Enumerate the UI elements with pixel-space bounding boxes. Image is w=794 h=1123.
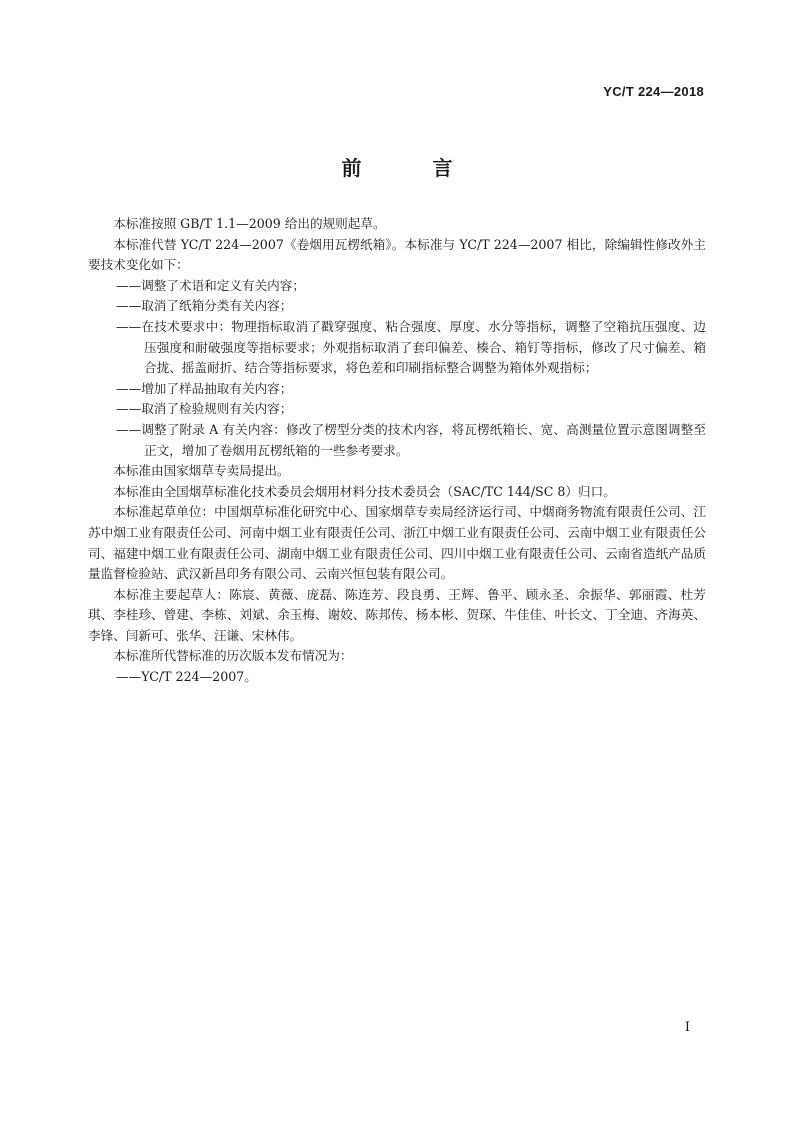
page-number: I	[684, 1020, 690, 1035]
paragraph-proposer: 本标准由国家烟草专卖局提出。	[113, 463, 290, 479]
dash-mark: ——	[116, 298, 142, 314]
change-item-text: 取消了纸箱分类有关内容；	[141, 298, 293, 314]
page-title: 前 言	[341, 156, 485, 180]
dash-mark: ——	[116, 277, 142, 293]
change-item	[88, 276, 706, 297]
dash-mark: ——	[116, 669, 142, 685]
change-item	[88, 379, 706, 400]
change-item-text: 增加了样品抽取有关内容；	[141, 380, 293, 396]
dash-mark: ——	[116, 421, 142, 437]
paragraph-drafting-units: 本标准起草单位：中国烟草标准化研究中心、国家烟草专卖局经济运行司、中烟商务物流有限责任公司、江苏中烟工业有限责任公司、河南中烟工业有限责任公司、浙江中烟工业有限责任公司、云南中烟工业有限责任公司、福建中烟工业有限责任公司、湖南中烟工业有限责任公司、四川中烟工业有限责任公司、云南省造纸产品质量监督检验站、武汉新昌印务有限公司、云南兴恒包装有限公司。	[88, 504, 706, 582]
change-item-text: 在技术要求中：物理指标取消了戳穿强度、粘合强度、厚度、水分等指标，调整了空箱抗压强度、边压强度和耐破强度等指标要求；外观指标取消了套印偏差、楱合、箱钉等指标，修改了尺寸偏差、箱合拢、摇盖耐折、结合等指标要求，将色差和印刷指标整合调整为箱体外观指标；	[141, 318, 706, 376]
change-item	[88, 317, 706, 379]
paragraph-committee: 本标准由全国烟草标准化技术委员会烟用材料分技术委员会（SAC/TC 144/SC 8）归口。	[113, 483, 616, 499]
change-item	[88, 420, 706, 461]
standard-code: YC/T 224—2018	[603, 84, 704, 99]
dash-mark: ——	[116, 380, 142, 396]
foreword-body	[88, 214, 706, 688]
paragraph-drafters: 本标准主要起草人：陈宸、黄薇、庞磊、陈连芳、段良勇、王辉、鲁平、顾永圣、余振华、郭丽霞、杜芳琪、李桂珍、曾建、李栋、刘斌、余玉梅、谢姣、陈邦传、杨本彬、贺琛、牛佳佳、叶长文、丁全迪、齐海英、李锋、闫新可、张华、汪谦、宋林伟。	[88, 586, 706, 643]
change-item	[88, 296, 706, 317]
paragraph-history-intro: 本标准所代替标准的历次版本发布情况为：	[113, 648, 353, 664]
history-item-text: YC/T 224—2007。	[141, 669, 257, 685]
dash-mark: ——	[116, 318, 142, 334]
paragraph-replacement: 本标准代替 YC/T 224—2007《卷烟用瓦楞纸箱》。本标准与 YC/T 224—2007 相比，除编辑性修改外主要技术变化如下：	[88, 236, 706, 273]
change-item-text: 取消了检验规则有关内容；	[141, 401, 293, 417]
history-item	[88, 667, 706, 688]
change-item	[88, 399, 706, 420]
dash-mark: ——	[116, 401, 142, 417]
paragraph-drafting-rules: 本标准按照 GB/T 1.1—2009 给出的规则起草。	[113, 216, 386, 231]
change-item-text: 调整了术语和定义有关内容；	[141, 277, 305, 293]
change-item-text: 调整了附录 A 有关内容：修改了楞型分类的技术内容，将瓦楞纸箱长、宽、高测量位置示意图调整至正文，增加了卷烟用瓦楞纸箱的一些参考要求。	[141, 421, 706, 458]
